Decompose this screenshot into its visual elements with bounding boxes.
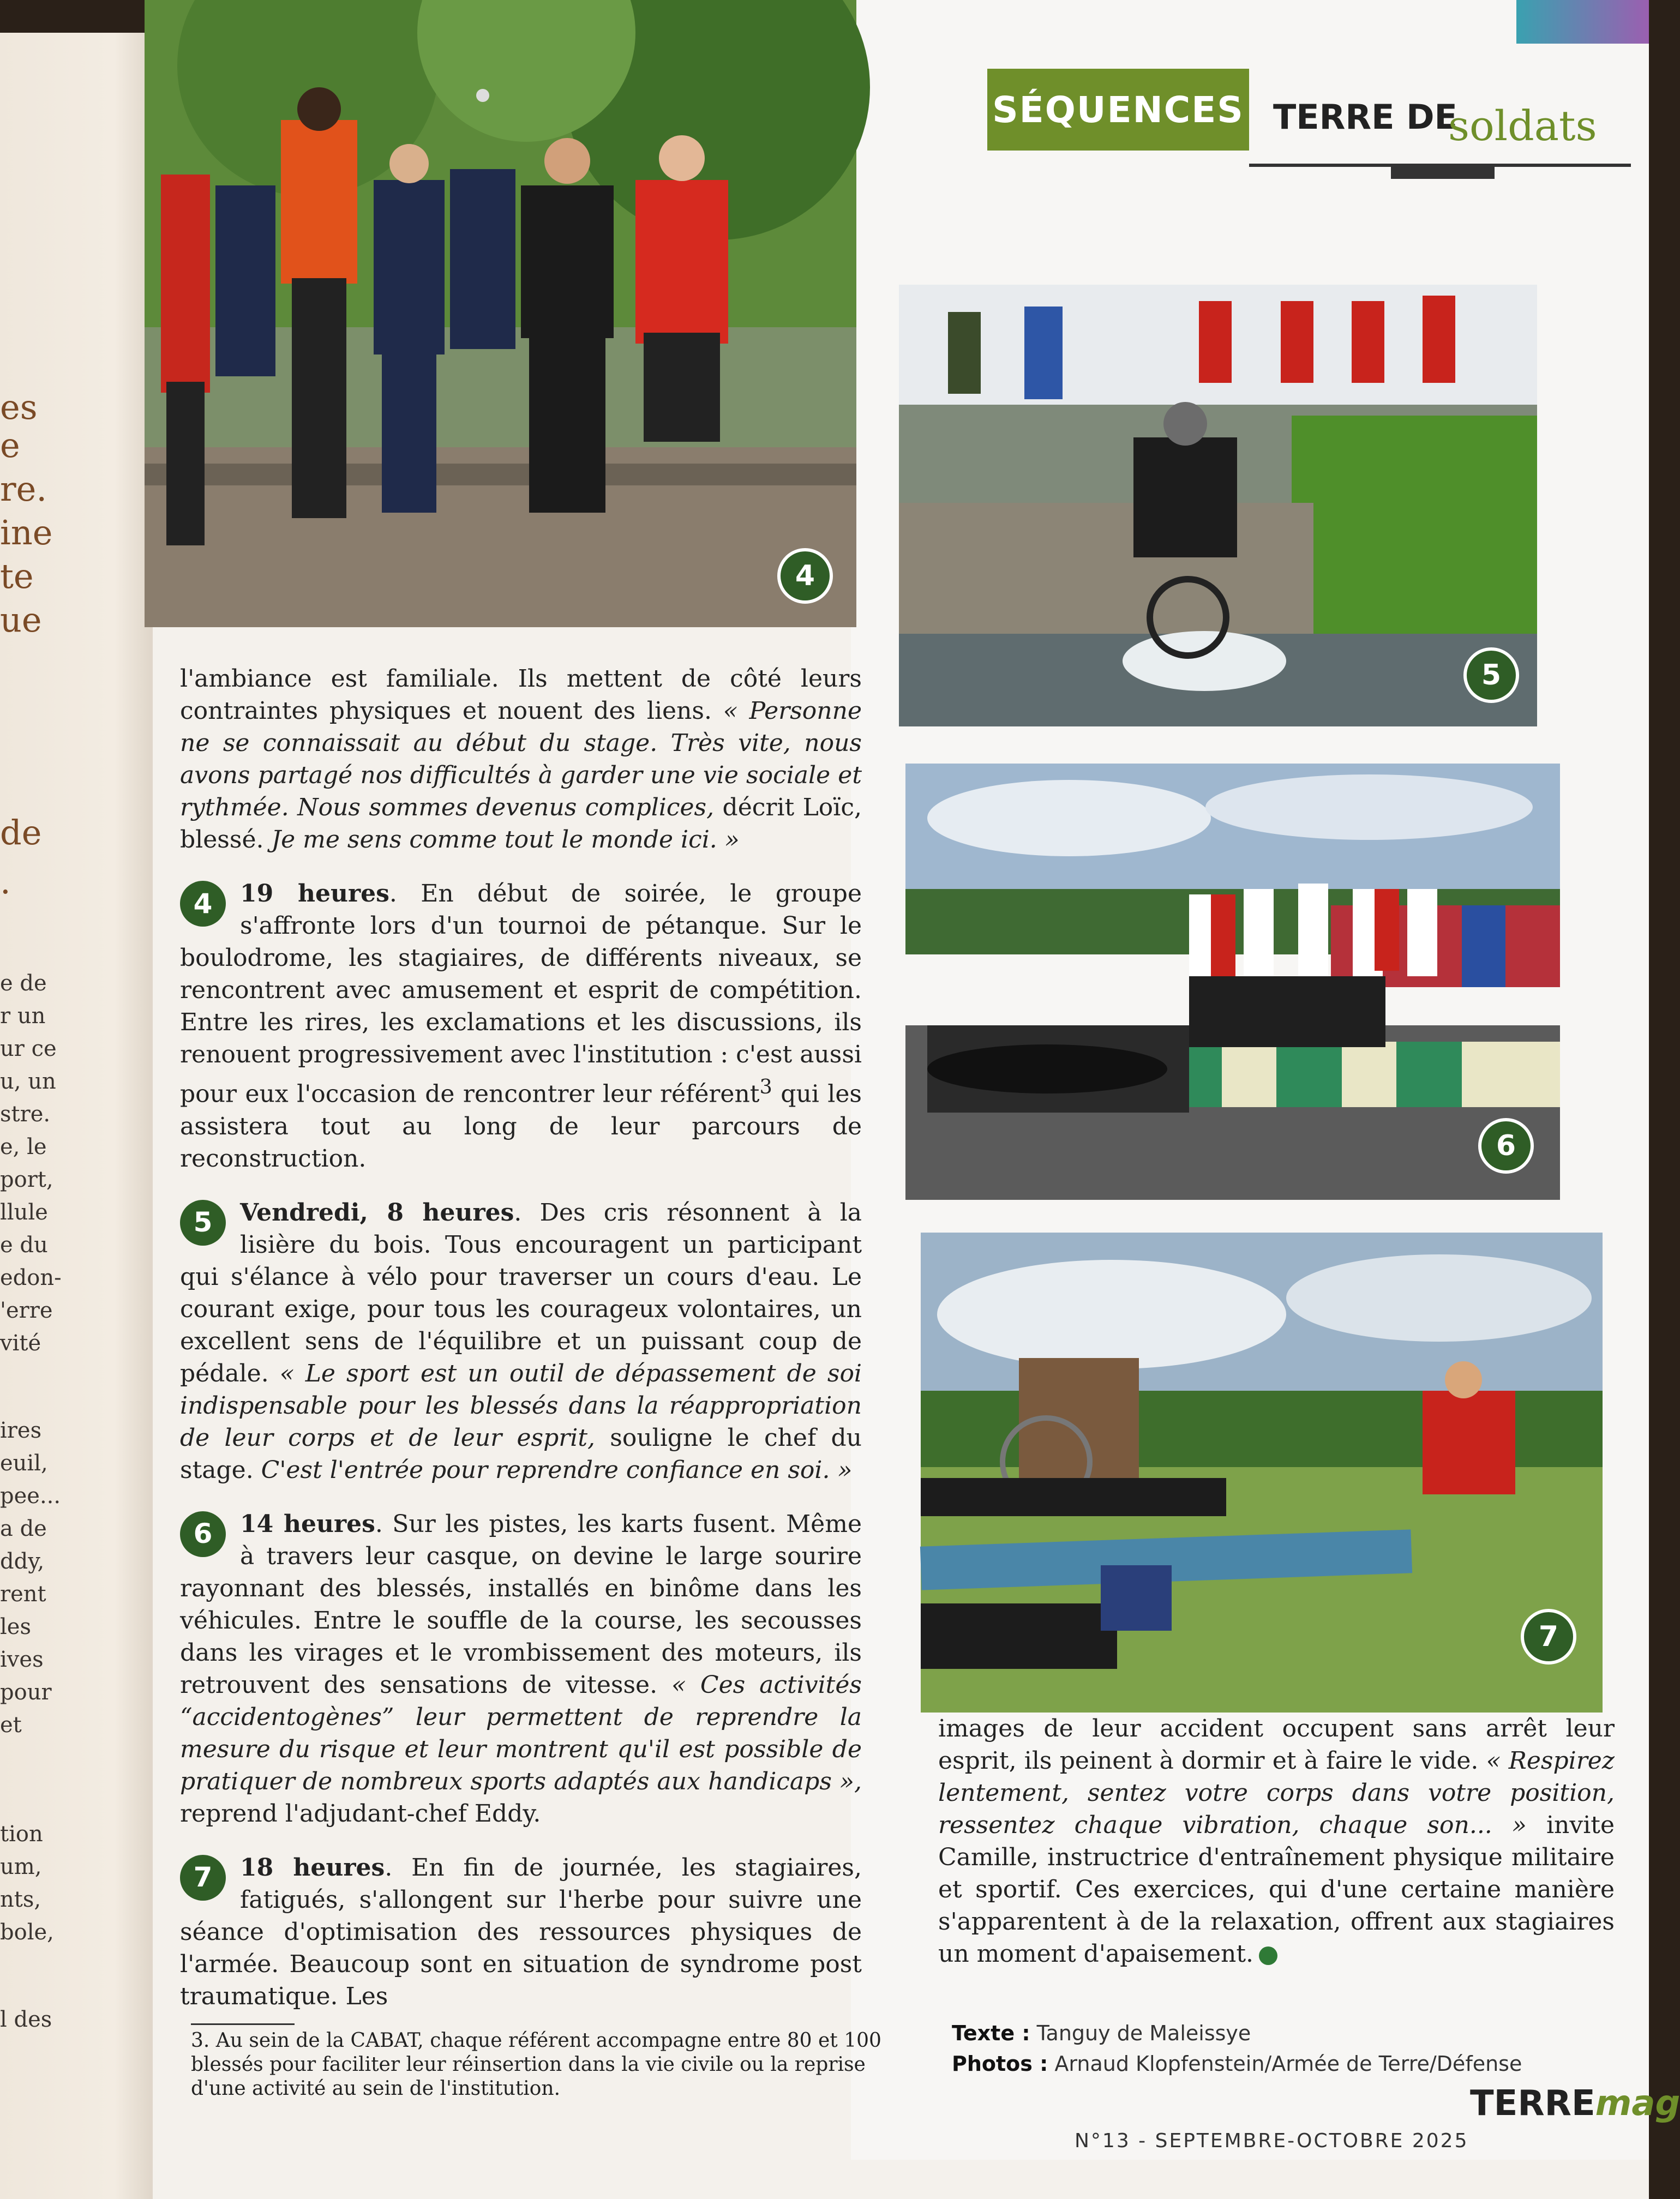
left-page-text-fragment: rent	[0, 1582, 46, 1607]
section-4-text: . En début de soirée, le groupe s'affronte lors d'un tournoi de pétanque. Sur le boulodrome, les stagiaires, de différents niveaux, se rencontrent avec amusement et esprit de compétition. Entre les rires, les exclamations et les discussions, ils renouent progressivement avec l'institution : c'est aussi pour eux l'occasion de rencontrer leur référent	[180, 880, 862, 1108]
section-5-paragraph	[180, 1197, 862, 1486]
footnote: 3. Au sein de la CABAT, chaque référent accompagne entre 80 et 100 blessés pour faciliter leur réinsertion dans la vie civile ou la reprise d'une activité au sein de l'institution.	[191, 2029, 881, 2100]
left-page-text-fragment: te	[0, 556, 34, 596]
left-page-text-fragment: edon-	[0, 1265, 62, 1290]
left-page-text-fragment: e, le	[0, 1134, 47, 1159]
left-page-text-fragment: pour	[0, 1680, 52, 1705]
left-page-text-fragment: ur ce	[0, 1036, 57, 1061]
intro-text: l'ambiance est familiale. Ils mettent de côté leurs contraintes physiques et nouent des liens.	[180, 665, 862, 725]
left-page-text-fragment: bole,	[0, 1920, 54, 1945]
photo-bike-water	[899, 285, 1537, 726]
left-page-text-fragment: stre.	[0, 1102, 51, 1127]
left-page-text-fragment: llule	[0, 1200, 48, 1225]
left-page-text-fragment: port,	[0, 1167, 53, 1192]
left-page-text-fragment: ue	[0, 600, 42, 640]
left-page-text-fragment: nts,	[0, 1887, 41, 1912]
rubric-title-a: TERRE DE	[1273, 97, 1457, 137]
section-4-number: 4	[180, 881, 226, 927]
photo-badge-6: 6	[1478, 1118, 1534, 1174]
section-6-quote: « Ces activités “accidentogènes” leur permettent de reprendre la mesure du risque et leur montrent qu'il est possible de pratiquer de nombreux sports adaptés aux handicaps »,	[180, 1671, 862, 1795]
left-page-text-fragment: u, un	[0, 1069, 56, 1094]
section-5-lead: Vendredi, 8 heures	[240, 1198, 514, 1227]
section-4-text-2: qui les assistera tout au long de leur parcours de reconstruction.	[180, 1080, 862, 1173]
section-6-text: . Sur les pistes, les karts fusent. Même à travers leur casque, on devine le large sourire rayonnant des blessés, installés en binôme dans les véhicules. Entre le souffle de la course, les secousses dans les virages et le vrombissement des moteurs, ils retrouvent des sensations de vitesse.	[180, 1510, 862, 1699]
left-page-text-fragment: 'erre	[0, 1298, 53, 1323]
article-column-right	[938, 1713, 1615, 1992]
credit-text-label: Texte :	[952, 2021, 1030, 2045]
section-7-paragraph	[180, 1852, 862, 2012]
end-mark-icon	[1259, 1946, 1277, 1965]
photo-karting	[905, 764, 1560, 1200]
left-page-text-fragment: e	[0, 425, 20, 465]
section-tag: SÉQUENCES	[987, 69, 1249, 151]
left-page-text-fragment: ddy,	[0, 1549, 45, 1574]
section-4-paragraph	[180, 878, 862, 1175]
section-7-lead: 18 heures	[240, 1853, 385, 1882]
background-books	[1516, 0, 1649, 44]
left-page-text-fragment: ires	[0, 1418, 42, 1443]
left-page-text-fragment: e de	[0, 971, 47, 996]
continuation-quote: « Respirez lentement, sentez votre corps dans votre position, ressentez chaque vibration, chaque son... »	[938, 1747, 1615, 1839]
rubric-title-b: soldats	[1448, 101, 1597, 150]
bike-illustration	[899, 285, 1537, 726]
intro-quote-2: Je me sens comme tout le monde ici. »	[271, 826, 740, 854]
left-page-text-fragment: e du	[0, 1233, 48, 1258]
credits	[952, 2018, 1522, 2079]
intro-after: décrit Loïc, blessé.	[180, 794, 862, 854]
continuation-paragraph	[938, 1713, 1615, 1970]
left-page-text-fragment: euil,	[0, 1451, 48, 1476]
footnote-ref: 3	[759, 1075, 772, 1098]
section-7-text: . En fin de journée, les stagiaires, fatigués, s'allongent sur l'herbe pour suivre une séance d'optimisation des ressources physiques de l'armée. Beaucoup sont en situation de syndrome post traumatique. Les	[180, 1853, 862, 2010]
photo-petanque	[145, 0, 856, 627]
brand-logo	[1470, 2083, 1680, 2124]
left-page-text-fragment: es	[0, 387, 38, 427]
left-page-text-fragment: pee...	[0, 1483, 61, 1509]
left-page-text-fragment: ine	[0, 513, 53, 552]
left-page-text-fragment: tion	[0, 1822, 43, 1847]
section-4-lead: 19 heures	[240, 880, 389, 908]
left-page-text-fragment: a de	[0, 1516, 47, 1541]
intro-quote: « Personne ne se connaissait au début du stage. Très vite, nous avons partagé nos difficultés à garder une vie sociale et rythmée. Nous sommes devenus complices,	[180, 697, 862, 821]
photo-badge-7: 7	[1521, 1609, 1576, 1665]
photo-badge-4: 4	[777, 548, 833, 604]
left-page-text-fragment: de	[0, 813, 42, 852]
left-page-text-fragment: re.	[0, 469, 47, 509]
credit-photo-label: Photos :	[952, 2052, 1048, 2076]
photo-badge-5: 5	[1463, 647, 1519, 703]
credit-photo-value: Arnaud Klopfenstein/Armée de Terre/Défense	[1054, 2052, 1522, 2076]
petanque-illustration	[145, 0, 856, 627]
section-5-number: 5	[180, 1200, 226, 1246]
section-5-after: souligne le chef du stage.	[180, 1423, 862, 1484]
left-page-text-fragment: l des	[0, 2007, 52, 2032]
credit-text-value: Tanguy de Maleissye	[1036, 2021, 1251, 2045]
continuation-text: images de leur accident occupent sans arrêt leur esprit, ils peinent à dormir et à faire le vide.	[938, 1715, 1615, 1775]
article-column-left	[180, 663, 862, 2034]
karting-illustration	[905, 764, 1560, 1200]
section-5-text: . Des cris résonnent à la lisière du bois. Tous encouragent un participant qui s'élance à vélo pour traverser un cours d'eau. Le courant exige, pour tous les courageux volontaires, un excellent sens de l'équilibre et un puissant coup de pédale.	[180, 1198, 862, 1387]
section-6-paragraph	[180, 1508, 862, 1830]
left-page-text-fragment: .	[0, 862, 11, 902]
section-6-number: 6	[180, 1511, 226, 1557]
brand-part-b: mag	[1595, 2083, 1680, 2124]
section-6-after: reprend l'adjudant-chef Eddy.	[180, 1799, 541, 1828]
left-page-text-fragment: les	[0, 1614, 31, 1639]
issue-folio: N°13 - SEPTEMBRE-OCTOBRE 2025	[1075, 2130, 1469, 2152]
left-page-text-fragment: r un	[0, 1004, 46, 1029]
continuation-after: invite Camille, instructrice d'entraînement physique militaire et sportif. Ces exercices, qui d'une certaine manière s'apparentent à de la relaxation, offrent aux stagiaires un moment d'apaisement.	[938, 1811, 1615, 1968]
photo-relaxation	[921, 1233, 1603, 1713]
relaxation-illustration	[921, 1233, 1603, 1713]
intro-paragraph	[180, 663, 862, 856]
section-5-quote: « Le sport est un outil de dépassement de soi indispensable pour les blessés dans la réappropriation de leur corps et de leur esprit,	[180, 1359, 862, 1452]
footnote-rule	[191, 2023, 295, 2025]
section-6-lead: 14 heures	[240, 1510, 375, 1538]
left-page-text-fragment: ives	[0, 1647, 44, 1672]
section-5-quote-2: C'est l'entrée pour reprendre confiance en soi. »	[261, 1456, 853, 1484]
left-page-edge	[0, 33, 164, 2199]
brand-part-a: TERRE	[1470, 2083, 1595, 2124]
left-page-text-fragment: vité	[0, 1331, 41, 1356]
header-bar	[1391, 164, 1495, 179]
left-page-text-fragment: um,	[0, 1854, 42, 1879]
left-page-text-fragment: et	[0, 1713, 22, 1738]
section-7-number: 7	[180, 1855, 226, 1901]
